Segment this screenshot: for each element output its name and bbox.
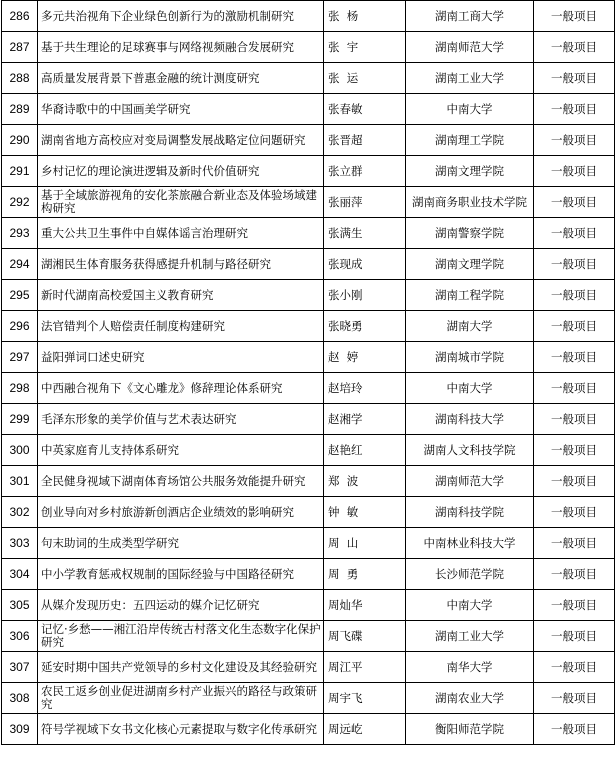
table-row bbox=[2, 280, 615, 311]
table-row bbox=[2, 187, 615, 218]
institution: 中南大学 bbox=[406, 94, 534, 125]
applicant-name: 张 运 bbox=[324, 63, 406, 94]
project-title: 创业导向对乡村旅游新创酒店企业绩效的影响研究 bbox=[38, 497, 324, 528]
applicant-name: 张立群 bbox=[324, 156, 406, 187]
institution: 湖南人文科技学院 bbox=[406, 435, 534, 466]
project-type: 一般项目 bbox=[534, 63, 615, 94]
project-title: 乡村记忆的理论演进逻辑及新时代价值研究 bbox=[38, 156, 324, 187]
applicant-name: 周灿华 bbox=[324, 590, 406, 621]
project-title: 基于全域旅游视角的安化茶旅融合新业态及体验场域建构研究 bbox=[38, 187, 324, 218]
applicant-name: 张现成 bbox=[324, 249, 406, 280]
row-number: 300 bbox=[2, 435, 38, 466]
institution: 中南大学 bbox=[406, 373, 534, 404]
project-type: 一般项目 bbox=[534, 590, 615, 621]
project-type: 一般项目 bbox=[534, 311, 615, 342]
row-number: 296 bbox=[2, 311, 38, 342]
institution: 湖南工程学院 bbox=[406, 280, 534, 311]
project-title: 符号学视域下女书文化核心元素提取与数字化传承研究 bbox=[38, 714, 324, 745]
row-number: 306 bbox=[2, 621, 38, 652]
table-row bbox=[2, 218, 615, 249]
institution: 湖南师范大学 bbox=[406, 466, 534, 497]
project-title: 中英家庭育儿支持体系研究 bbox=[38, 435, 324, 466]
applicant-name: 张丽萍 bbox=[324, 187, 406, 218]
applicant-name: 张晋超 bbox=[324, 125, 406, 156]
table-row bbox=[2, 435, 615, 466]
project-type: 一般项目 bbox=[534, 373, 615, 404]
project-title: 毛泽东形象的美学价值与艺术表达研究 bbox=[38, 404, 324, 435]
institution: 湖南文理学院 bbox=[406, 156, 534, 187]
project-title: 多元共治视角下企业绿色创新行为的激励机制研究 bbox=[38, 1, 324, 32]
project-title: 法官错判个人赔偿责任制度构建研究 bbox=[38, 311, 324, 342]
table-row bbox=[2, 621, 615, 652]
project-title: 湖湘民生体育服务获得感提升机制与路径研究 bbox=[38, 249, 324, 280]
institution: 中南林业科技大学 bbox=[406, 528, 534, 559]
project-type: 一般项目 bbox=[534, 497, 615, 528]
applicant-name: 赵艳红 bbox=[324, 435, 406, 466]
table-row bbox=[2, 683, 615, 714]
institution: 湖南农业大学 bbox=[406, 683, 534, 714]
project-title: 中西融合视角下《文心雕龙》修辞理论体系研究 bbox=[38, 373, 324, 404]
project-title: 记忆·乡愁——湘江沿岸传统古村落文化生态数字化保护研究 bbox=[38, 621, 324, 652]
institution: 湖南警察学院 bbox=[406, 218, 534, 249]
applicant-name: 周飞碟 bbox=[324, 621, 406, 652]
table-row bbox=[2, 590, 615, 621]
applicant-name: 周江平 bbox=[324, 652, 406, 683]
project-type: 一般项目 bbox=[534, 404, 615, 435]
institution: 湖南文理学院 bbox=[406, 249, 534, 280]
project-type: 一般项目 bbox=[534, 528, 615, 559]
table-row bbox=[2, 497, 615, 528]
table-row bbox=[2, 714, 615, 745]
table-row bbox=[2, 342, 615, 373]
project-type: 一般项目 bbox=[534, 621, 615, 652]
applicant-name: 赵 婷 bbox=[324, 342, 406, 373]
applicant-name: 张 宇 bbox=[324, 32, 406, 63]
table-row bbox=[2, 1, 615, 32]
row-number: 290 bbox=[2, 125, 38, 156]
applicant-name: 周宇飞 bbox=[324, 683, 406, 714]
applicant-name: 张 杨 bbox=[324, 1, 406, 32]
institution: 中南大学 bbox=[406, 590, 534, 621]
project-type: 一般项目 bbox=[534, 1, 615, 32]
project-title: 延安时期中国共产党领导的乡村文化建设及其经验研究 bbox=[38, 652, 324, 683]
applicant-name: 赵培玲 bbox=[324, 373, 406, 404]
table-row bbox=[2, 249, 615, 280]
applicant-name: 周 山 bbox=[324, 528, 406, 559]
project-title: 湖南省地方高校应对变局调整发展战略定位问题研究 bbox=[38, 125, 324, 156]
row-number: 287 bbox=[2, 32, 38, 63]
table-row bbox=[2, 125, 615, 156]
project-type: 一般项目 bbox=[534, 280, 615, 311]
institution: 湖南工商大学 bbox=[406, 1, 534, 32]
applicant-name: 郑 波 bbox=[324, 466, 406, 497]
project-type: 一般项目 bbox=[534, 342, 615, 373]
institution: 湖南工业大学 bbox=[406, 63, 534, 94]
project-type: 一般项目 bbox=[534, 156, 615, 187]
project-title: 中小学教育惩戒权规制的国际经验与中国路径研究 bbox=[38, 559, 324, 590]
row-number: 305 bbox=[2, 590, 38, 621]
table-row bbox=[2, 373, 615, 404]
institution: 衡阳师范学院 bbox=[406, 714, 534, 745]
project-type: 一般项目 bbox=[534, 249, 615, 280]
row-number: 309 bbox=[2, 714, 38, 745]
project-title: 高质量发展背景下普惠金融的统计测度研究 bbox=[38, 63, 324, 94]
project-title: 益阳弹词口述史研究 bbox=[38, 342, 324, 373]
applicant-name: 张小刚 bbox=[324, 280, 406, 311]
row-number: 295 bbox=[2, 280, 38, 311]
project-type: 一般项目 bbox=[534, 125, 615, 156]
applicant-name: 张春敏 bbox=[324, 94, 406, 125]
applicant-name: 张晓勇 bbox=[324, 311, 406, 342]
row-number: 298 bbox=[2, 373, 38, 404]
institution: 湖南师范大学 bbox=[406, 32, 534, 63]
project-title: 全民健身视域下湖南体育场馆公共服务效能提升研究 bbox=[38, 466, 324, 497]
project-type: 一般项目 bbox=[534, 652, 615, 683]
table-row bbox=[2, 528, 615, 559]
row-number: 292 bbox=[2, 187, 38, 218]
row-number: 291 bbox=[2, 156, 38, 187]
row-number: 286 bbox=[2, 1, 38, 32]
table-row bbox=[2, 404, 615, 435]
institution: 湖南大学 bbox=[406, 311, 534, 342]
institution: 湖南理工学院 bbox=[406, 125, 534, 156]
project-title: 从媒介发现历史：五四运动的媒介记忆研究 bbox=[38, 590, 324, 621]
project-type: 一般项目 bbox=[534, 187, 615, 218]
project-title: 农民工返乡创业促进湖南乡村产业振兴的路径与政策研究 bbox=[38, 683, 324, 714]
project-type: 一般项目 bbox=[534, 94, 615, 125]
institution: 湖南商务职业技术学院 bbox=[406, 187, 534, 218]
row-number: 303 bbox=[2, 528, 38, 559]
project-title: 基于共生理论的足球赛事与网络视频融合发展研究 bbox=[38, 32, 324, 63]
row-number: 297 bbox=[2, 342, 38, 373]
project-type: 一般项目 bbox=[534, 32, 615, 63]
applicant-name: 周远屹 bbox=[324, 714, 406, 745]
project-title: 新时代湖南高校爱国主义教育研究 bbox=[38, 280, 324, 311]
institution: 湖南工业大学 bbox=[406, 621, 534, 652]
project-type: 一般项目 bbox=[534, 559, 615, 590]
table-row bbox=[2, 94, 615, 125]
project-type: 一般项目 bbox=[534, 466, 615, 497]
row-number: 302 bbox=[2, 497, 38, 528]
project-type: 一般项目 bbox=[534, 435, 615, 466]
project-type: 一般项目 bbox=[534, 683, 615, 714]
table-row bbox=[2, 63, 615, 94]
project-table-body bbox=[2, 1, 615, 745]
project-title: 华裔诗歌中的中国画美学研究 bbox=[38, 94, 324, 125]
row-number: 289 bbox=[2, 94, 38, 125]
table-row bbox=[2, 652, 615, 683]
institution: 湖南城市学院 bbox=[406, 342, 534, 373]
project-title: 句末助词的生成类型学研究 bbox=[38, 528, 324, 559]
row-number: 299 bbox=[2, 404, 38, 435]
table-row bbox=[2, 559, 615, 590]
table-row bbox=[2, 156, 615, 187]
table-row bbox=[2, 466, 615, 497]
project-type: 一般项目 bbox=[534, 714, 615, 745]
project-title: 重大公共卫生事件中自媒体谣言治理研究 bbox=[38, 218, 324, 249]
row-number: 293 bbox=[2, 218, 38, 249]
project-type: 一般项目 bbox=[534, 218, 615, 249]
institution: 南华大学 bbox=[406, 652, 534, 683]
table-row bbox=[2, 32, 615, 63]
institution: 湖南科技大学 bbox=[406, 404, 534, 435]
institution: 湖南科技学院 bbox=[406, 497, 534, 528]
row-number: 288 bbox=[2, 63, 38, 94]
applicant-name: 钟 敏 bbox=[324, 497, 406, 528]
project-table bbox=[1, 0, 615, 745]
row-number: 301 bbox=[2, 466, 38, 497]
table-row bbox=[2, 311, 615, 342]
institution: 长沙师范学院 bbox=[406, 559, 534, 590]
applicant-name: 赵湘学 bbox=[324, 404, 406, 435]
applicant-name: 周 勇 bbox=[324, 559, 406, 590]
row-number: 304 bbox=[2, 559, 38, 590]
row-number: 294 bbox=[2, 249, 38, 280]
row-number: 308 bbox=[2, 683, 38, 714]
row-number: 307 bbox=[2, 652, 38, 683]
applicant-name: 张满生 bbox=[324, 218, 406, 249]
